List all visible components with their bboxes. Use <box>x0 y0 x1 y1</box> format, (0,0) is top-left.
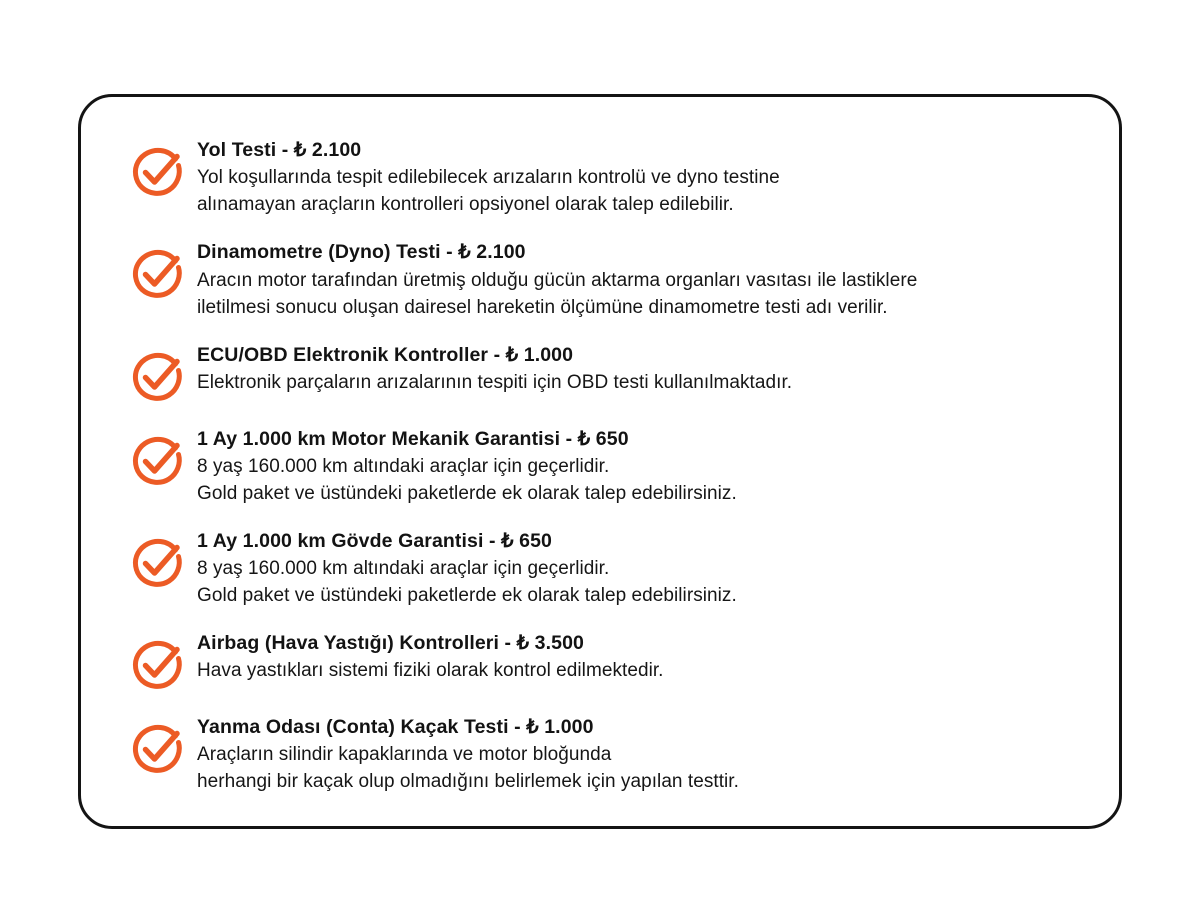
item-text <box>197 630 1079 685</box>
check-circle-icon <box>129 247 185 303</box>
list-item <box>129 714 1079 796</box>
item-description <box>197 268 1079 322</box>
item-title: 1 Ay 1.000 km Gövde Garantisi - ₺ 650 <box>197 529 552 552</box>
item-description-line: Gold paket ve üstündeki paketlerde ek olarak talep edebilirsiniz. <box>197 585 737 607</box>
item-description-line: herhangi bir kaçak olup olmadığını belirlemek için yapılan testtir. <box>197 771 739 793</box>
item-title: Dinamometre (Dyno) Testi - ₺ 2.100 <box>197 241 526 264</box>
item-description-line: alınamayan araçların kontrolleri opsiyonel olarak talep edilebilir. <box>197 194 734 216</box>
check-icon-wrap <box>129 239 197 303</box>
item-description-line: 8 yaş 160.000 km altındaki araçlar için geçerlidir. <box>197 455 610 477</box>
list-item <box>129 426 1079 508</box>
list-item <box>129 630 1079 694</box>
check-circle-icon <box>129 638 185 694</box>
item-description <box>197 658 1079 685</box>
item-description-line: 8 yaş 160.000 km altındaki araçlar için geçerlidir. <box>197 558 610 580</box>
item-description-line: Gold paket ve üstündeki paketlerde ek olarak talep edebilirsiniz. <box>197 482 737 504</box>
check-icon-wrap <box>129 426 197 490</box>
item-text <box>197 342 1079 397</box>
services-list <box>129 137 1079 796</box>
item-description <box>197 742 1079 796</box>
item-text <box>197 714 1079 796</box>
item-description-line: Aracın motor tarafından üretmiş olduğu gücün aktarma organları vasıtası ile lastiklere <box>197 269 918 291</box>
check-icon-wrap <box>129 714 197 778</box>
item-title: Yanma Odası (Conta) Kaçak Testi - ₺ 1.000 <box>197 716 594 738</box>
item-description <box>197 165 1079 219</box>
check-circle-icon <box>129 722 185 778</box>
list-item <box>129 528 1079 610</box>
item-description-line: Elektronik parçaların arızalarının tespiti için OBD testi kullanılmaktadır. <box>197 371 793 393</box>
check-icon-wrap <box>129 630 197 694</box>
item-description <box>197 454 1079 508</box>
item-title: Yol Testi - ₺ 2.100 <box>197 139 362 161</box>
check-circle-icon <box>129 145 185 201</box>
item-description-line: Araçların silindir kapaklarında ve motor bloğunda <box>197 744 612 766</box>
item-title: 1 Ay 1.000 km Motor Mekanik Garantisi - ₺ 650 <box>197 427 629 450</box>
item-title: Airbag (Hava Yastığı) Kontrolleri - ₺ 3.500 <box>197 632 584 654</box>
list-item <box>129 342 1079 406</box>
item-description-line: Hava yastıkları sistemi fiziki olarak kontrol edilmektedir. <box>197 660 664 682</box>
item-description <box>197 556 1079 610</box>
item-text <box>197 426 1079 508</box>
item-text <box>197 528 1079 610</box>
check-circle-icon <box>129 536 185 592</box>
services-card <box>78 94 1122 829</box>
check-circle-icon <box>129 350 185 406</box>
item-description-line: Yol koşullarında tespit edilebilecek arızaların kontrolü ve dyno testine <box>197 167 780 189</box>
item-description <box>197 370 1079 397</box>
item-text <box>197 137 1079 219</box>
check-icon-wrap <box>129 137 197 201</box>
check-icon-wrap <box>129 528 197 592</box>
check-icon-wrap <box>129 342 197 406</box>
check-circle-icon <box>129 434 185 490</box>
list-item <box>129 137 1079 219</box>
item-title: ECU/OBD Elektronik Kontroller - ₺ 1.000 <box>197 343 574 366</box>
item-description-line: iletilmesi sonucu oluşan dairesel hareketin ölçümüne dinamometre testi adı verilir. <box>197 296 888 318</box>
item-text <box>197 239 1079 321</box>
list-item <box>129 239 1079 321</box>
